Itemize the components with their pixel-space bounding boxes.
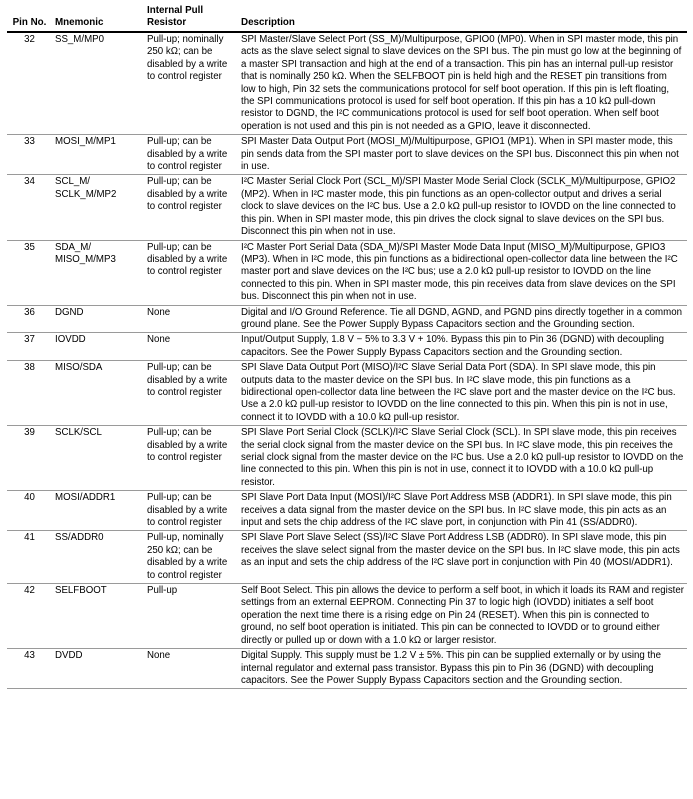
- pin-mnemonic: SDA_M/ MISO_M/MP3: [51, 240, 143, 305]
- pin-description: I²C Master Serial Clock Port (SCL_M)/SPI Master Mode Serial Clock (SCLK_M)/Multipurpose, GPIO2 (MP2). When in I²C master mode, this pin functions as an open-collector output and drives a serial clock to slave devices on the I²C bus. Use a 2.0 kΩ pull-up resistor to IOVDD on the line connected to this pin. When in SPI master mode, this pin drives the clock signal to slave devices on the SPI bus. Disconnect this pin when not in use.: [237, 175, 687, 240]
- pin-number: 33: [7, 135, 51, 175]
- pin-number: 34: [7, 175, 51, 240]
- pin-description: Input/Output Supply, 1.8 V − 5% to 3.3 V + 10%. Bypass this pin to Pin 36 (DGND) with decoupling capacitors. See the Power Supply Bypass Capacitors section and the Grounding section.: [237, 333, 687, 361]
- pin-function-table: [7, 5, 687, 689]
- pin-number: 35: [7, 240, 51, 305]
- pin-resistor: Pull-up; can be disabled by a write to control register: [143, 361, 237, 426]
- pin-resistor: Pull-up; can be disabled by a write to control register: [143, 135, 237, 175]
- pin-resistor: Pull-up; can be disabled by a write to control register: [143, 491, 237, 531]
- table-row: [7, 426, 687, 491]
- pin-resistor: Pull-up; can be disabled by a write to control register: [143, 240, 237, 305]
- pin-description: I²C Master Port Serial Data (SDA_M)/SPI Master Mode Data Input (MISO_M)/Multipurpose, GPIO3 (MP3). When in I²C mode, this pin functions as a bidirectional open-collector data line between the I²C master port and slave devices on the I²C bus; use a 2.0 kΩ pull-up resistor to IOVDD on the line connected to this pin. When in SPI master mode, this pin receives data from slave devices on the SPI bus. Disconnect this pin when not in use.: [237, 240, 687, 305]
- table-row: [7, 135, 687, 175]
- pin-number: 39: [7, 426, 51, 491]
- pin-resistor: Pull-up; can be disabled by a write to control register: [143, 426, 237, 491]
- pin-description: SPI Master/Slave Select Port (SS_M)/Multipurpose, GPIO0 (MP0). When in SPI master mode, this pin acts as the slave select signal to slave devices on the SPI bus. The pin must go low at the beginning of a master SPI transaction and high at the end of a transaction. This pin has an internal pull-up resistor that is nominally 250 kΩ. When the SELFBOOT pin is held high and the RESET pin transitions from low to high, Pin 32 sets the communications protocol for self boot operation. If this pin is left floating, the SPI communications protocol is used for self boot operation. If this pin has a 10 kΩ pull-down resistor to DGND, the I²C communications protocol is used for self boot operation. When self boot operation is not used and this pin is not needed as a GPIO, leave it disconnected.: [237, 32, 687, 135]
- header-description: Description: [237, 5, 687, 32]
- table-row: [7, 491, 687, 531]
- pin-mnemonic: IOVDD: [51, 333, 143, 361]
- pin-mnemonic: DGND: [51, 305, 143, 333]
- table-row: [7, 531, 687, 584]
- pin-number: 36: [7, 305, 51, 333]
- pin-resistor: Pull-up: [143, 584, 237, 649]
- table-row: [7, 333, 687, 361]
- table-row: [7, 584, 687, 649]
- header-pin-no: Pin No.: [7, 5, 51, 32]
- pin-resistor: None: [143, 649, 237, 689]
- pin-description: SPI Slave Port Data Input (MOSI)/I²C Slave Port Address MSB (ADDR1). In SPI slave mode, this pin receives a data signal from the master device on the SPI bus. In I²C slave mode, this pin acts as an input and sets the chip address of the I²C slave port, in conjunction with Pin 41 (SS/ADDR0).: [237, 491, 687, 531]
- pin-description: SPI Slave Port Serial Clock (SCLK)/I²C Slave Serial Clock (SCL). In SPI slave mode, this pin receives the serial clock signal from the master device on the SPI bus. In I²C slave mode, this pin receives the serial clock signal from the master device on the I²C bus. Use a 2.0 kΩ pull-up resistor to IOVDD on the line connected to this pin. When this pin is not in use, connect it to IOVDD with a 10.0 kΩ pull-up resistor.: [237, 426, 687, 491]
- table-header-row: [7, 5, 687, 32]
- table-row: [7, 305, 687, 333]
- pin-description: Digital and I/O Ground Reference. Tie all DGND, AGND, and PGND pins directly together in a common ground plane. See the Power Supply Bypass Capacitors section and the Grounding section.: [237, 305, 687, 333]
- pin-mnemonic: SS_M/MP0: [51, 32, 143, 135]
- pin-description: SPI Master Data Output Port (MOSI_M)/Multipurpose, GPIO1 (MP1). When in SPI master mode, this pin sends data from the SPI master port to slave devices on the SPI bus. Disconnect this pin when not in use.: [237, 135, 687, 175]
- table-row: [7, 175, 687, 240]
- pin-resistor: None: [143, 305, 237, 333]
- pin-resistor: Pull-up, nominally 250 kΩ; can be disabled by a write to control register: [143, 531, 237, 584]
- pin-mnemonic: MISO/SDA: [51, 361, 143, 426]
- pin-number: 32: [7, 32, 51, 135]
- table-row: [7, 32, 687, 135]
- pin-description: Digital Supply. This supply must be 1.2 V ± 5%. This pin can be supplied externally or by using the internal regulator and external pass transistor. Bypass this pin to Pin 36 (DGND) with decoupling capacitors. See the Power Supply Bypass Capacitors section and the Grounding section.: [237, 649, 687, 689]
- header-mnemonic: Mnemonic: [51, 5, 143, 32]
- pin-number: 41: [7, 531, 51, 584]
- pin-mnemonic: SELFBOOT: [51, 584, 143, 649]
- pin-number: 37: [7, 333, 51, 361]
- pin-resistor: None: [143, 333, 237, 361]
- pin-resistor: Pull-up; can be disabled by a write to control register: [143, 175, 237, 240]
- table-row: [7, 649, 687, 689]
- pin-resistor: Pull-up; nominally 250 kΩ; can be disabled by a write to control register: [143, 32, 237, 135]
- pin-mnemonic: SCL_M/ SCLK_M/MP2: [51, 175, 143, 240]
- pin-mnemonic: MOSI/ADDR1: [51, 491, 143, 531]
- pin-number: 43: [7, 649, 51, 689]
- pin-number: 42: [7, 584, 51, 649]
- table-row: [7, 240, 687, 305]
- header-resistor: Internal Pull Resistor: [143, 5, 237, 32]
- pin-mnemonic: DVDD: [51, 649, 143, 689]
- pin-description: SPI Slave Port Slave Select (SS)/I²C Slave Port Address LSB (ADDR0). In SPI slave mode, this pin receives the slave select signal from the master device on the SPI bus. In I²C slave mode, this pin acts as an input and sets the chip address of the I²C slave port in conjunction with Pin 40 (MOSI/ADDR1).: [237, 531, 687, 584]
- pin-number: 40: [7, 491, 51, 531]
- pin-mnemonic: SS/ADDR0: [51, 531, 143, 584]
- pin-description: SPI Slave Data Output Port (MISO)/I²C Slave Serial Data Port (SDA). In SPI slave mode, this pin outputs data to the master device on the SPI bus. In I²C slave mode, this pin functions as a bidirectional open-collector data line between the I²C slave port and the master device on the I²C bus. Use a 2.0 kΩ pull-up resistor to IOVDD on the line connected to this pin. When this pin is not in use, connect it to IOVDD with a 10.0 kΩ pull-up resistor.: [237, 361, 687, 426]
- pin-mnemonic: MOSI_M/MP1: [51, 135, 143, 175]
- pin-mnemonic: SCLK/SCL: [51, 426, 143, 491]
- table-row: [7, 361, 687, 426]
- pin-number: 38: [7, 361, 51, 426]
- pin-description: Self Boot Select. This pin allows the device to perform a self boot, in which it loads its RAM and register settings from an external EEPROM. Connecting Pin 37 to logic high (IOVDD) initiates a self boot operation the next time there is a rising edge on Pin 24 (RESET). When this pin is connected to ground, no self boot operation is initiated. This pin can be connected to IOVDD or to ground either directly or pulled up or down with a 1.0 kΩ or larger resistor.: [237, 584, 687, 649]
